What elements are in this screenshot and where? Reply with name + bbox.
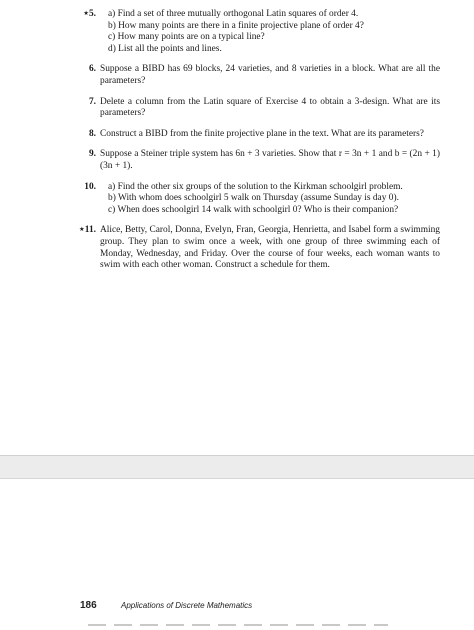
exercise-part-a: a) Find the other six groups of the solution to the Kirkman schoolgirl problem. xyxy=(108,181,403,192)
exercise-part-b: b) With whom does schoolgirl 5 walk on Thursday (assume Sunday is day 0). xyxy=(108,193,399,204)
exercise-number: 9. xyxy=(88,149,96,160)
exercise-part-b: b) How many points are there in a finite projective plane of order 4? xyxy=(108,20,364,31)
exercise-number: 7. xyxy=(88,96,96,107)
exercise-number: 6. xyxy=(88,64,96,75)
exercise-text: Construct a BIBD from the finite projective plane in the text. What are its parameters? xyxy=(100,128,424,139)
exercise-11 xyxy=(80,225,440,271)
exercise-9 xyxy=(80,149,440,172)
exercise-text: Suppose a Steiner triple system has 6n + 3 varieties. Show that r = 3n + 1 and b = (2n + 1)(3n + 1). xyxy=(100,149,440,171)
exercise-text: Alice, Betty, Carol, Donna, Evelyn, Fran, Georgia, Henrietta, and Isabel form a swimming group. They plan to swim once a week, with one group of three swimming each of Monday, Wednesday, and Friday. Over the course of four weeks, each woman wants to swim with each other woman. Construct a schedule for them. xyxy=(100,225,440,271)
page-break-band xyxy=(0,455,474,479)
exercise-7 xyxy=(80,97,440,120)
exercise-text: Delete a column from the Latin square of Exercise 4 to obtain a 3-design. What are its parameters? xyxy=(100,96,440,119)
cut-off-next-line xyxy=(88,624,388,626)
running-title: Applications of Discrete Mathematics xyxy=(121,601,253,610)
exercise-list xyxy=(80,9,440,281)
exercise-8 xyxy=(80,129,440,141)
exercise-number: ⋆11. xyxy=(78,225,96,236)
exercise-number: ⋆5. xyxy=(83,9,96,19)
exercise-text: Suppose a BIBD has 69 blocks, 24 varieties, and 8 varieties in a block. What are all the parameters? xyxy=(100,64,440,86)
exercise-part-c: c) When does schoolgirl 14 walk with schoolgirl 0? Who is their companion? xyxy=(108,204,399,215)
exercise-number: 8. xyxy=(88,128,96,139)
page-footer xyxy=(0,600,474,614)
page-number: 186 xyxy=(80,600,97,611)
exercise-part-a: a) Find a set of three mutually orthogonal Latin squares of order 4. xyxy=(108,9,359,19)
exercise-10 xyxy=(80,182,440,217)
exercise-5 xyxy=(80,9,440,55)
exercise-number: 10. xyxy=(84,181,96,192)
exercise-6 xyxy=(80,64,440,87)
exercise-part-c: c) How many points are on a typical line? xyxy=(108,32,265,43)
exercise-part-d: d) List all the points and lines. xyxy=(108,43,222,54)
